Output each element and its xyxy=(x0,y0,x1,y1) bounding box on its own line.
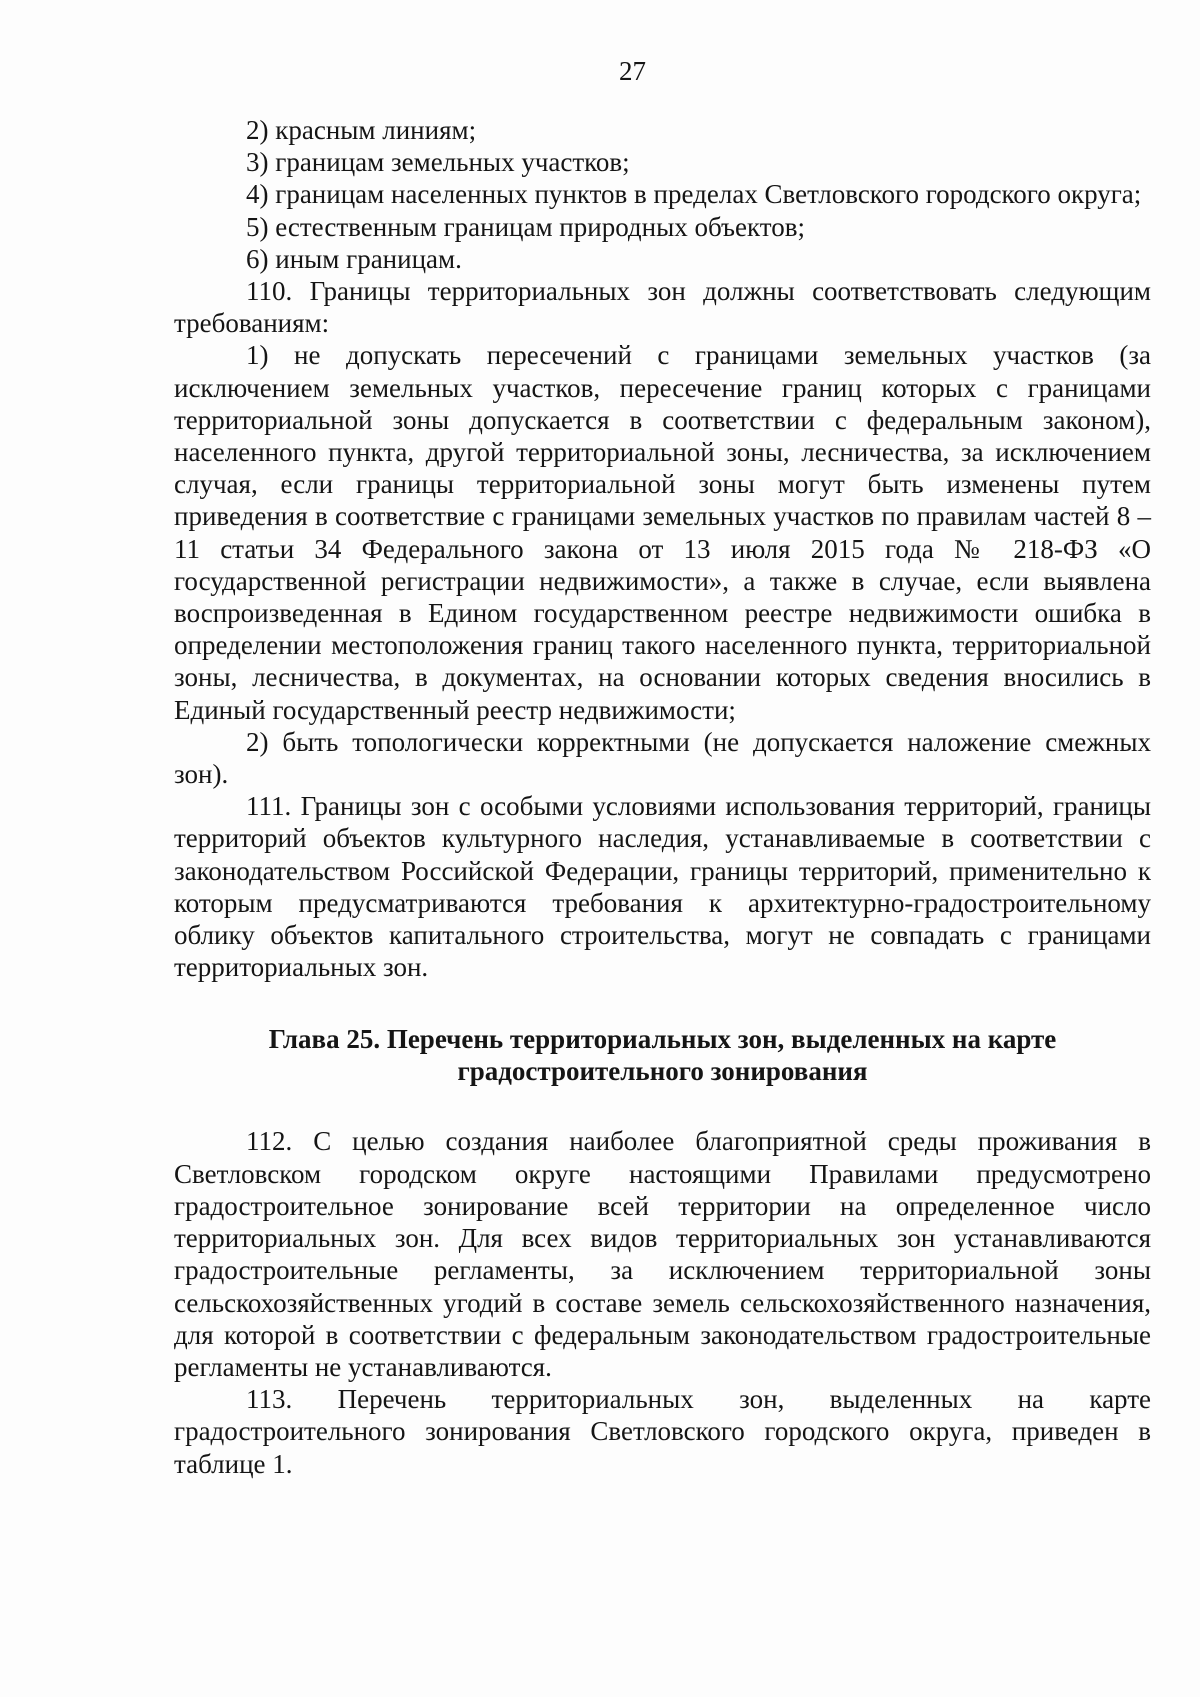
paragraph-112: 112. С целью создания наиболее благоприятной среды проживания в Светловском городском округе настоящими Правилами предусмотрено градостроительное зонирование всей территории на определенное число территориальных зон. Для всех видов территориальных зон устанавливаются градостроительные регламенты, за исключением территориальной зоны сельскохозяйственных угодий в составе земель сельскохозяйственного назначения, для которой в соответствии с федеральным законодательством градостроительные регламенты не устанавливаются. xyxy=(174,1126,1151,1382)
list-item-other-boundaries: 6) иным границам. xyxy=(246,243,462,274)
chapter-heading xyxy=(174,1023,1151,1087)
document-body xyxy=(174,114,1151,1480)
paragraph-110-item-1: 1) не допускать пересечений с границами земельных участков (за исключением земельных участков, пересечение границ которых с границами территориальной зоны допускается в соответствии с федеральным законом), населенного пункта, другой территориальной зоны, лесничества, за исключением случая, если границы территориальной зоны могут быть изменены путем приведения в соответствие с границами земельных участков по правилам частей 8 – 11 статьи 34 Федерального закона от 13 июля 2015 года № 218-ФЗ «О государственной регистрации недвижимости», а также в случае, если выявлена воспроизведенная в Едином государственном реестре недвижимости ошибка в определении местоположения границ такого населенного пункта, территориальной зоны, лесничества, в документах, на основании которых сведения вносились в Единый государственный реестр недвижимости; xyxy=(174,340,1151,725)
page-number: 27 xyxy=(619,56,646,86)
paragraph-110: 110. Границы территориальных зон должны соответствовать следующим требованиям: xyxy=(174,276,1151,339)
list-item-settlement-boundaries: 4) границам населенных пунктов в пределах Светловского городского округа; xyxy=(246,179,1142,210)
paragraph-111: 111. Границы зон с особыми условиями использования территорий, границы территорий объектов культурного наследия, устанавливаемые в соответствии с законодательством Российской Федерации, границы территорий, применительно к которым предусматриваются требования к архитектурно-градостроительному облику объектов капитального строительства, могут не совпадать с границами территориальных зон. xyxy=(174,791,1151,983)
list-item-land-plot-boundaries: 3) границам земельных участков; xyxy=(246,147,630,178)
chapter-heading-line-1: Глава 25. Перечень территориальных зон, выделенных на карте xyxy=(268,1024,1057,1055)
paragraph-110-item-2: 2) быть топологически корректными (не допускается наложение смежных зон). xyxy=(174,726,1151,790)
chapter-heading-line-2: градостроительного зонирования xyxy=(457,1056,868,1087)
list-item-natural-boundaries: 5) естественным границам природных объектов; xyxy=(246,211,805,242)
paragraph-113: 113. Перечень территориальных зон, выделенных на карте градостроительного зонирования Светловского городского округа, приведен в таблице 1. xyxy=(174,1384,1151,1479)
list-item-red-lines: 2) красным линиям; xyxy=(246,115,477,145)
